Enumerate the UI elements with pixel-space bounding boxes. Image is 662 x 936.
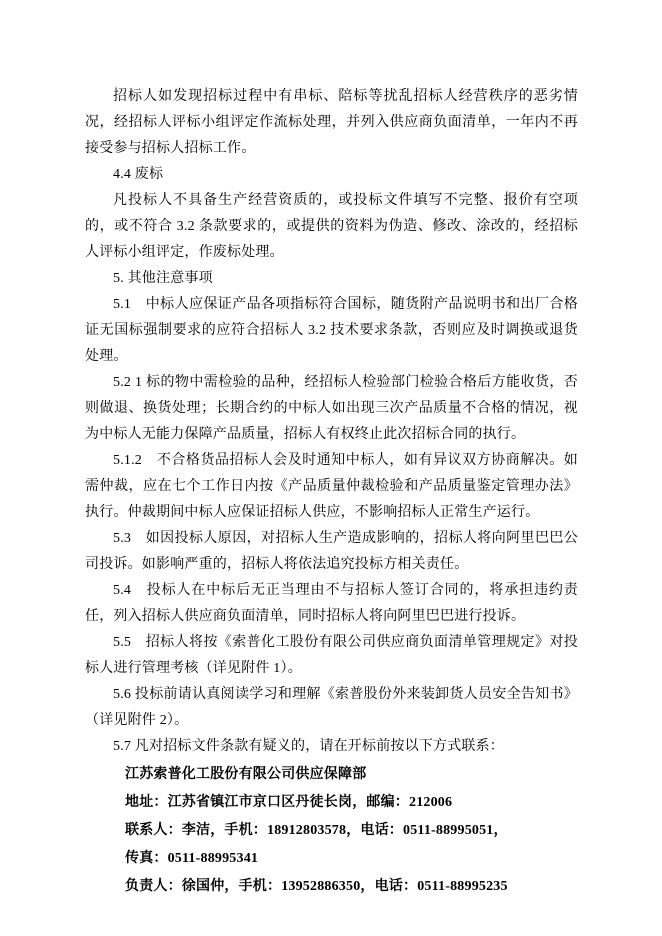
clause-5-7: 5.7 凡对招标文件条款有疑义的，请在开标前按以下方式联系：: [113, 739, 504, 754]
contact-manager: 负责人：徐国仲，手机：13952886350，电话：0511-88995235: [125, 879, 508, 894]
clause-flow-bid-paragraph: 招标人如发现招标过程中有串标、陪标等扰乱招标人经营秩序的恶劣情况，经招标人评标小组评定作流标处理，并列入供应商负面清单，一年内不再接受参与招标人招标工作。: [85, 89, 578, 156]
contact-fax: 传真：0511-88995341: [125, 851, 259, 866]
clause-5-5: 5.5 招标人将按《索普化工股份有限公司供应商负面清单管理规定》对投标人进行管理考核（详见附件 1）。: [85, 635, 578, 676]
clause-4-4-body: 凡投标人不具备生产经营资质的，或投标文件填写不完整、报价有空项的，或不符合 3.2 条款要求的，或提供的资料为伪造、修改、涂改的，经招标人评标小组评定，作废标处理。: [85, 193, 578, 260]
clause-5-1: 5.1 中标人应保证产品各项指标符合国标，随货附产品说明书和出厂合格证无国标强制要求的应符合招标人 3.2 技术要求条款，否则应及时调换或退货处理。: [85, 297, 578, 364]
clause-5-6: 5.6 投标前请认真阅读学习和理解《索普股份外来装卸货人员安全告知书》（详见附件 2）。: [85, 687, 578, 728]
contact-person: 联系人：李洁，手机：18912803578，电话：0511-88995051，: [125, 823, 508, 838]
clause-5-1-2: 5.1.2 不合格货品招标人会及时通知中标人，如有异议双方协商解决。如需仲裁，应在七个工作日内按《产品质量仲裁检验和产品质量鉴定管理办法》执行。仲裁期间中标人应保证招标人供应，不影响招标人正常生产运行。: [85, 453, 578, 520]
contact-company: 江苏索普化工股份有限公司供应保障部: [125, 767, 367, 782]
contact-block: [85, 761, 578, 901]
contact-address: 地址：江苏省镇江市京口区丹徒长岗，邮编：212006: [125, 795, 453, 810]
clause-5-3: 5.3 如因投标人原因，对招标人生产造成影响的，招标人将向阿里巴巴公司投诉。如影响严重的，招标人将依法追究投标方相关责任。: [85, 531, 578, 572]
clause-5-4: 5.4 投标人在中标后无正当理由不与招标人签订合同的，将承担违约责任，列入招标人供应商负面清单，同时招标人将向阿里巴巴进行投诉。: [85, 583, 578, 624]
section-5-heading: 5. 其他注意事项: [113, 271, 213, 286]
clause-5-2-1: 5.2 1 标的物中需检验的品种，经招标人检验部门检验合格后方能收货，否则做退、换货处理；长期合约的中标人如出现三次产品质量不合格的情况，视为中标人无能力保障产品质量，招标人有权终止此次招标合同的执行。: [85, 375, 578, 442]
section-4-4-heading: 4.4 废标: [113, 167, 164, 182]
